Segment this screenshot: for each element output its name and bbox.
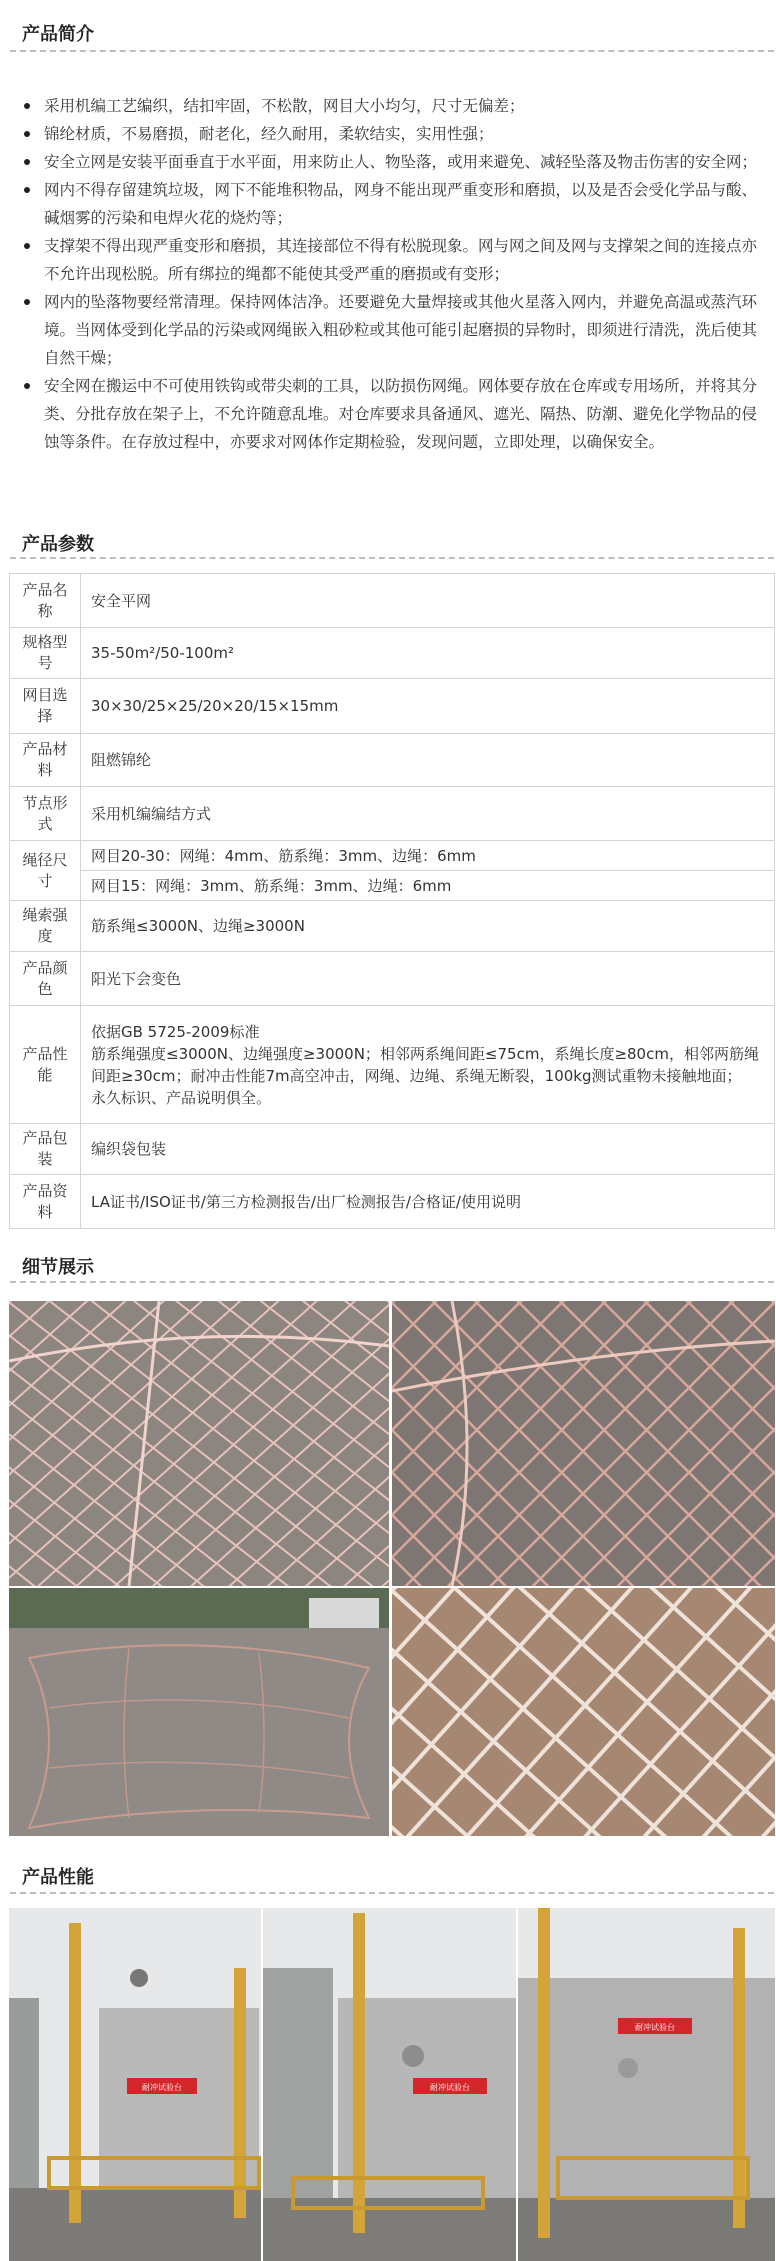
- intro-list: [18, 92, 766, 456]
- performance-photo-1: [9, 1908, 261, 2261]
- intro-item: 锦纶材质，不易磨损，耐老化，经久耐用，柔软结实，实用性强；: [18, 120, 766, 148]
- param-value: 35-50m²/50-100m²: [81, 628, 775, 679]
- details-divider: [10, 1281, 774, 1283]
- param-value: 阳光下会变色: [81, 952, 775, 1006]
- detail-photo-1: [9, 1301, 389, 1586]
- param-key: 绳索强度: [10, 901, 81, 952]
- param-value: 网目15：网绳：3mm、筋系绳：3mm、边绳：6mm: [81, 871, 775, 901]
- param-key: 产品颜色: [10, 952, 81, 1006]
- performance-photo-3: [518, 1908, 775, 2261]
- table-row: [10, 628, 775, 679]
- param-value: 依据GB 5725-2009标准 筋系绳强度≤3000N、边绳强度≥3000N；相邻两系绳间距≤75cm，系绳长度≥80cm，相邻两筋绳间距≥30cm；耐冲击性能7m高空冲击，网绳、边绳、系绳无断裂，100kg测试重物未接触地面； 永久标识、产品说明俱全。: [81, 1006, 775, 1124]
- intro-item: 安全立网是安装平面垂直于水平面，用来防止人、物坠落，或用来避免、减轻坠落及物击伤害的安全网；: [18, 148, 766, 176]
- intro-item: 采用机编工艺编织，结扣牢固，不松散，网目大小均匀，尺寸无偏差；: [18, 92, 766, 120]
- table-row: [10, 574, 775, 628]
- intro-item: 网内的坠落物要经常清理。保持网体洁净。还要避免大量焊接或其他火星落入网内，并避免高温或蒸汽环境。当网体受到化学品的污染或网绳嵌入粗砂粒或其他可能引起磨损的异物时，即须进行清洗，洗后使其自然干燥；: [18, 288, 766, 372]
- param-value: LA证书/ISO证书/第三方检测报告/出厂检测报告/合格证/使用说明: [81, 1175, 775, 1229]
- intro-item: 网内不得存留建筑垃圾，网下不能堆积物品，网身不能出现严重变形和磨损，以及是否会受化学品与酸、碱烟雾的污染和电焊火花的烧灼等；: [18, 176, 766, 232]
- table-row: [10, 952, 775, 1006]
- param-key: 产品材料: [10, 734, 81, 787]
- banner-text: 耐冲试验台: [635, 2023, 675, 2032]
- param-key: 产品名称: [10, 574, 81, 628]
- detail-photo-4: [392, 1588, 775, 1836]
- param-key: 产品资料: [10, 1175, 81, 1229]
- intro-title: 产品简介: [22, 24, 94, 45]
- params-title: 产品参数: [22, 534, 94, 555]
- performance-title: 产品性能: [22, 1867, 94, 1888]
- table-row: [10, 1175, 775, 1229]
- banner-text: 耐冲试验台: [142, 2083, 182, 2092]
- detail-photo-2: [392, 1301, 775, 1586]
- table-row: [10, 787, 775, 841]
- table-row: [10, 901, 775, 952]
- params-table: [9, 573, 775, 1229]
- table-row: [10, 841, 775, 871]
- param-value: 采用机编编结方式: [81, 787, 775, 841]
- table-row: [10, 679, 775, 734]
- intro-item: 安全网在搬运中不可使用铁钩或带尖刺的工具，以防损伤网绳。网体要存放在仓库或专用场所，并将其分类、分批存放在架子上，不允许随意乱堆。对仓库要求具备通风、遮光、隔热、防潮、避免化学物品的侵蚀等条件。在存放过程中，亦要求对网体作定期检验，发现问题，立即处理，以确保安全。: [18, 372, 766, 456]
- intro-item: 支撑架不得出现严重变形和磨损，其连接部位不得有松脱现象。网与网之间及网与支撑架之间的连接点亦不允许出现松脱。所有绑拉的绳都不能使其受严重的磨损或有变形；: [18, 232, 766, 288]
- param-key: 产品性能: [10, 1006, 81, 1124]
- param-key: 规格型号: [10, 628, 81, 679]
- param-value: 网目20-30：网绳：4mm、筋系绳：3mm、边绳：6mm: [81, 841, 775, 871]
- param-value: 安全平网: [81, 574, 775, 628]
- intro-divider: [10, 50, 774, 52]
- table-row: [10, 871, 775, 901]
- param-value: 30×30/25×25/20×20/15×15mm: [81, 679, 775, 734]
- param-value: 阻燃锦纶: [81, 734, 775, 787]
- param-value: 筋系绳≤3000N、边绳≥3000N: [81, 901, 775, 952]
- performance-photo-2: [263, 1908, 516, 2261]
- params-divider: [10, 557, 774, 559]
- param-key: 网目选择: [10, 679, 81, 734]
- param-key: 绳径尺寸: [10, 841, 81, 901]
- table-row: [10, 1124, 775, 1175]
- table-row: [10, 1006, 775, 1124]
- details-title: 细节展示: [22, 1257, 94, 1278]
- param-key: 节点形式: [10, 787, 81, 841]
- detail-photo-3: [9, 1588, 389, 1836]
- param-value: 编织袋包装: [81, 1124, 775, 1175]
- banner-text: 耐冲试验台: [430, 2083, 470, 2092]
- performance-divider: [10, 1892, 774, 1894]
- table-row: [10, 734, 775, 787]
- param-key: 产品包装: [10, 1124, 81, 1175]
